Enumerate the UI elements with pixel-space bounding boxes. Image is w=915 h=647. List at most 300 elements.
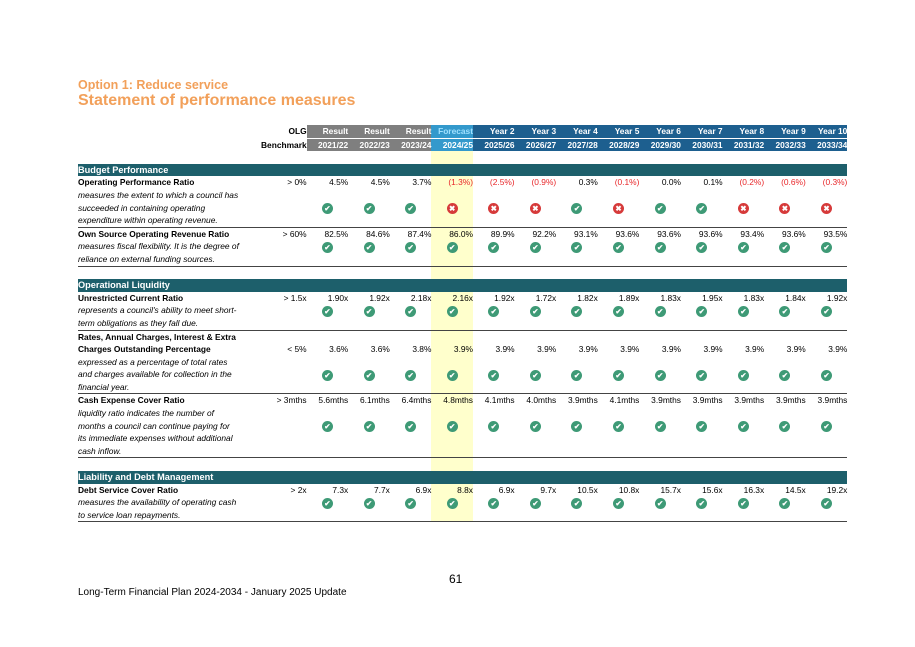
check-circle-icon: ✔ bbox=[488, 370, 499, 381]
status-cell bbox=[723, 420, 765, 433]
measure-value: 19.2x bbox=[826, 484, 848, 495]
measure-row-continued bbox=[78, 368, 847, 381]
empty-cell bbox=[473, 317, 515, 330]
olg-benchmark bbox=[261, 432, 307, 445]
check-circle-icon: ✔ bbox=[696, 203, 707, 214]
spacer-cell bbox=[473, 266, 515, 279]
empty-cell bbox=[390, 407, 432, 420]
empty-cell bbox=[473, 189, 515, 202]
measure-value: 93.1% bbox=[574, 228, 598, 239]
check-circle-icon: ✔ bbox=[821, 242, 832, 253]
status-cell bbox=[598, 202, 640, 215]
measure-value: (2.5%) bbox=[489, 177, 515, 188]
spacer-cell bbox=[78, 151, 261, 164]
check-circle-icon: ✔ bbox=[571, 421, 582, 432]
measure-value: 1.92x bbox=[369, 292, 390, 303]
empty-cell bbox=[307, 445, 349, 458]
olg-benchmark: > 0% bbox=[287, 177, 307, 188]
check-circle-icon: ✔ bbox=[488, 498, 499, 509]
spacer-cell bbox=[764, 458, 806, 471]
column-header: 2031/32 bbox=[723, 138, 765, 151]
empty-cell bbox=[348, 317, 390, 330]
measure-value: 1.82x bbox=[577, 292, 598, 303]
empty-cell bbox=[515, 381, 557, 394]
empty-cell bbox=[764, 330, 806, 343]
column-header: 2022/23 bbox=[348, 138, 390, 151]
check-circle-icon: ✔ bbox=[530, 306, 541, 317]
empty-cell bbox=[598, 509, 640, 522]
olg-benchmark: > 3mths bbox=[276, 395, 307, 406]
page-number: 61 bbox=[449, 572, 463, 586]
cross-circle-icon: ✖ bbox=[613, 203, 624, 214]
spacer-cell bbox=[390, 458, 432, 471]
empty-cell bbox=[598, 317, 640, 330]
empty-cell bbox=[556, 317, 598, 330]
empty-cell bbox=[639, 356, 681, 369]
status-cell bbox=[764, 202, 806, 215]
check-circle-icon: ✔ bbox=[779, 306, 790, 317]
status-cell bbox=[307, 420, 349, 433]
check-circle-icon: ✔ bbox=[488, 421, 499, 432]
column-header: Year 3 bbox=[515, 125, 557, 138]
check-circle-icon: ✔ bbox=[571, 306, 582, 317]
empty-cell bbox=[515, 253, 557, 266]
status-cell bbox=[390, 202, 432, 215]
section-title: Operational Liquidity bbox=[78, 279, 847, 292]
check-circle-icon: ✔ bbox=[821, 498, 832, 509]
olg-benchmark bbox=[261, 445, 307, 458]
measure-description: expressed as a percentage of total rates bbox=[78, 356, 228, 367]
page-footer: Long-Term Financial Plan 2024-2034 - January 2025 Update bbox=[78, 587, 347, 598]
empty-cell bbox=[556, 356, 598, 369]
empty-cell bbox=[764, 445, 806, 458]
empty-cell bbox=[598, 445, 640, 458]
empty-cell bbox=[390, 189, 432, 202]
check-circle-icon: ✔ bbox=[779, 242, 790, 253]
status-cell bbox=[307, 202, 349, 215]
column-header: Result bbox=[390, 125, 432, 138]
spacer-cell bbox=[390, 266, 432, 279]
measure-row-continued bbox=[78, 445, 847, 458]
measure-row-continued bbox=[78, 253, 847, 266]
empty-cell bbox=[723, 381, 765, 394]
empty-cell bbox=[723, 445, 765, 458]
measure-name: Rates, Annual Charges, Interest & Extra bbox=[78, 331, 236, 342]
empty-cell bbox=[431, 356, 473, 369]
empty-cell bbox=[764, 381, 806, 394]
measure-row bbox=[78, 227, 847, 240]
check-circle-icon: ✔ bbox=[322, 421, 333, 432]
empty-cell bbox=[556, 189, 598, 202]
status-cell bbox=[681, 304, 723, 317]
cross-circle-icon: ✖ bbox=[779, 203, 790, 214]
check-circle-icon: ✔ bbox=[447, 306, 458, 317]
status-cell bbox=[598, 240, 640, 253]
measure-value: 1.89x bbox=[618, 292, 640, 303]
measure-value: 4.1mths bbox=[609, 395, 640, 406]
status-cell bbox=[348, 368, 390, 381]
check-circle-icon: ✔ bbox=[364, 498, 375, 509]
measure-description: and charges available for collection in the bbox=[78, 369, 232, 380]
empty-cell bbox=[431, 214, 473, 227]
spacer-cell bbox=[681, 151, 723, 164]
status-cell bbox=[639, 240, 681, 253]
check-circle-icon: ✔ bbox=[738, 306, 749, 317]
olg-benchmark: > 1.5x bbox=[283, 292, 307, 303]
measure-value: 15.6x bbox=[702, 484, 723, 495]
measure-value: 3.9mths bbox=[817, 395, 848, 406]
spacer-cell bbox=[515, 151, 557, 164]
empty-cell bbox=[307, 317, 349, 330]
measure-row-continued bbox=[78, 356, 847, 369]
status-cell bbox=[764, 496, 806, 509]
measure-value: 6.9x bbox=[415, 484, 432, 495]
check-circle-icon: ✔ bbox=[364, 203, 375, 214]
empty-cell bbox=[515, 189, 557, 202]
spacer-cell bbox=[261, 151, 307, 164]
spacer-cell bbox=[473, 151, 515, 164]
check-circle-icon: ✔ bbox=[779, 370, 790, 381]
measure-row-continued bbox=[78, 343, 847, 356]
empty-cell bbox=[723, 189, 765, 202]
status-cell bbox=[390, 496, 432, 509]
measure-value: (0.6%) bbox=[781, 177, 806, 188]
empty-cell bbox=[806, 407, 848, 420]
measure-name: Operating Performance Ratio bbox=[78, 177, 195, 188]
empty-cell bbox=[598, 189, 640, 202]
empty-cell bbox=[598, 330, 640, 343]
measure-value: 84.6% bbox=[366, 228, 390, 239]
measure-value: 93.4% bbox=[740, 228, 765, 239]
empty-cell bbox=[598, 432, 640, 445]
olg-benchmark bbox=[261, 368, 307, 381]
measure-row-continued bbox=[78, 189, 847, 202]
measure-value: 89.9% bbox=[490, 228, 515, 239]
check-circle-icon: ✔ bbox=[655, 242, 666, 253]
measure-value: 82.5% bbox=[324, 228, 349, 239]
empty-cell bbox=[307, 214, 349, 227]
empty-cell bbox=[598, 407, 640, 420]
status-cell bbox=[639, 420, 681, 433]
measure-value: 1.83x bbox=[743, 292, 765, 303]
empty-cell bbox=[307, 407, 349, 420]
empty-cell bbox=[639, 189, 681, 202]
empty-cell bbox=[639, 381, 681, 394]
measure-row-continued bbox=[78, 509, 847, 522]
status-cell bbox=[307, 368, 349, 381]
spacer-cell bbox=[348, 151, 390, 164]
empty-cell bbox=[307, 432, 349, 445]
status-cell bbox=[598, 420, 640, 433]
measure-value: 3.9mths bbox=[567, 395, 598, 406]
check-circle-icon: ✔ bbox=[821, 421, 832, 432]
check-circle-icon: ✔ bbox=[655, 421, 666, 432]
header-spacer bbox=[78, 138, 261, 151]
empty-cell bbox=[473, 381, 515, 394]
column-header: Result bbox=[348, 125, 390, 138]
status-cell bbox=[681, 496, 723, 509]
olg-benchmark bbox=[261, 381, 307, 394]
spacer-cell bbox=[806, 151, 848, 164]
measure-row-continued bbox=[78, 214, 847, 227]
cross-circle-icon: ✖ bbox=[530, 203, 541, 214]
measure-value: 3.9mths bbox=[734, 395, 765, 406]
empty-cell bbox=[764, 214, 806, 227]
status-cell bbox=[639, 368, 681, 381]
status-cell bbox=[556, 368, 598, 381]
measure-description: financial year. bbox=[78, 381, 261, 394]
olg-benchmark bbox=[261, 214, 307, 227]
check-circle-icon: ✔ bbox=[613, 370, 624, 381]
cross-circle-icon: ✖ bbox=[447, 203, 458, 214]
empty-cell bbox=[639, 214, 681, 227]
status-cell bbox=[348, 202, 390, 215]
column-header: Year 4 bbox=[556, 125, 598, 138]
check-circle-icon: ✔ bbox=[613, 242, 624, 253]
empty-cell bbox=[515, 407, 557, 420]
spacer-cell bbox=[78, 266, 261, 279]
status-cell bbox=[598, 496, 640, 509]
status-cell bbox=[764, 240, 806, 253]
olg-benchmark bbox=[261, 330, 307, 343]
spacer-cell bbox=[556, 458, 598, 471]
measure-value: (1.3%) bbox=[431, 176, 473, 189]
check-circle-icon: ✔ bbox=[779, 498, 790, 509]
check-circle-icon: ✔ bbox=[696, 498, 707, 509]
status-cell bbox=[473, 202, 515, 215]
measure-row-continued bbox=[78, 407, 847, 420]
empty-cell bbox=[348, 381, 390, 394]
measure-value: 93.6% bbox=[615, 228, 640, 239]
check-circle-icon: ✔ bbox=[655, 203, 666, 214]
measure-description: reliance on external funding sources. bbox=[78, 253, 261, 266]
empty-cell bbox=[806, 317, 848, 330]
status-cell bbox=[390, 240, 432, 253]
empty-cell bbox=[681, 356, 723, 369]
status-cell bbox=[473, 240, 515, 253]
measure-description: liquidity ratio indicates the number of bbox=[78, 408, 214, 419]
spacer-cell bbox=[515, 458, 557, 471]
olg-benchmark bbox=[261, 420, 307, 433]
status-cell bbox=[473, 368, 515, 381]
empty-cell bbox=[515, 432, 557, 445]
measure-row bbox=[78, 176, 847, 189]
check-circle-icon: ✔ bbox=[655, 498, 666, 509]
measure-value: 4.5% bbox=[370, 177, 390, 188]
empty-cell bbox=[473, 432, 515, 445]
status-cell bbox=[806, 420, 848, 433]
check-circle-icon: ✔ bbox=[571, 498, 582, 509]
measure-value: (0.2%) bbox=[739, 177, 765, 188]
measure-row-continued bbox=[78, 432, 847, 445]
empty-cell bbox=[390, 381, 432, 394]
check-circle-icon: ✔ bbox=[322, 242, 333, 253]
empty-cell bbox=[473, 509, 515, 522]
measure-value: 10.5x bbox=[577, 484, 598, 495]
measure-value: 1.92x bbox=[494, 292, 515, 303]
status-cell bbox=[598, 304, 640, 317]
status-cell bbox=[431, 202, 473, 215]
olg-benchmark bbox=[261, 317, 307, 330]
spacer-cell bbox=[556, 151, 598, 164]
measure-value: 3.9mths bbox=[651, 395, 681, 406]
empty-cell bbox=[681, 381, 723, 394]
spacer-cell bbox=[348, 266, 390, 279]
measure-description: measures the availability of operating cash bbox=[78, 497, 237, 508]
empty-cell bbox=[307, 381, 349, 394]
status-cell bbox=[307, 240, 349, 253]
check-circle-icon: ✔ bbox=[364, 421, 375, 432]
measure-value: 1.72x bbox=[535, 292, 557, 303]
empty-cell bbox=[390, 356, 432, 369]
olg-benchmark: < 5% bbox=[287, 344, 307, 355]
empty-cell bbox=[764, 189, 806, 202]
empty-cell bbox=[473, 356, 515, 369]
empty-cell bbox=[390, 509, 432, 522]
check-circle-icon: ✔ bbox=[779, 421, 790, 432]
measure-description: to service loan repayments. bbox=[78, 509, 261, 522]
check-circle-icon: ✔ bbox=[738, 421, 749, 432]
check-circle-icon: ✔ bbox=[488, 242, 499, 253]
empty-cell bbox=[431, 253, 473, 266]
cross-circle-icon: ✖ bbox=[821, 203, 832, 214]
column-header: 2026/27 bbox=[515, 138, 557, 151]
status-cell bbox=[390, 420, 432, 433]
spacer-row bbox=[78, 151, 847, 164]
spacer-cell bbox=[639, 458, 681, 471]
check-circle-icon: ✔ bbox=[738, 242, 749, 253]
measure-value: 3.9% bbox=[431, 343, 473, 356]
measure-value: 3.9% bbox=[828, 344, 848, 355]
status-cell bbox=[348, 240, 390, 253]
empty-cell bbox=[431, 189, 473, 202]
measure-value: 7.3x bbox=[332, 484, 349, 495]
measure-description: represents a council's ability to meet short- bbox=[78, 305, 237, 316]
empty-cell bbox=[681, 317, 723, 330]
empty-cell bbox=[681, 189, 723, 202]
check-circle-icon: ✔ bbox=[613, 306, 624, 317]
measure-description: months a council can continue paying for bbox=[78, 420, 230, 431]
empty-cell bbox=[515, 356, 557, 369]
status-cell bbox=[431, 368, 473, 381]
empty-cell bbox=[348, 445, 390, 458]
measure-value: 8.8x bbox=[431, 484, 473, 497]
measure-value: 0.0% bbox=[661, 177, 681, 188]
olg-benchmark: > 60% bbox=[282, 228, 307, 239]
spacer-cell bbox=[431, 151, 473, 164]
check-circle-icon: ✔ bbox=[405, 370, 416, 381]
status-cell bbox=[681, 368, 723, 381]
measure-value: 3.6% bbox=[329, 344, 349, 355]
measure-value: 15.7x bbox=[660, 484, 681, 495]
empty-cell bbox=[806, 189, 848, 202]
column-header: 2028/29 bbox=[598, 138, 640, 151]
status-cell bbox=[473, 304, 515, 317]
status-cell bbox=[556, 202, 598, 215]
empty-cell bbox=[307, 356, 349, 369]
empty-cell bbox=[348, 509, 390, 522]
check-circle-icon: ✔ bbox=[655, 306, 666, 317]
empty-cell bbox=[723, 253, 765, 266]
empty-cell bbox=[639, 445, 681, 458]
measure-description: expenditure within operating revenue. bbox=[78, 214, 261, 227]
spacer-cell bbox=[639, 266, 681, 279]
measure-value: 14.5x bbox=[785, 484, 806, 495]
measure-value: 2.16x bbox=[431, 292, 473, 305]
check-circle-icon: ✔ bbox=[364, 370, 375, 381]
empty-cell bbox=[681, 253, 723, 266]
spacer-cell bbox=[723, 266, 765, 279]
empty-cell bbox=[723, 407, 765, 420]
empty-cell bbox=[764, 407, 806, 420]
measure-value: 3.9mths bbox=[692, 395, 723, 406]
spacer-cell bbox=[598, 151, 640, 164]
status-cell bbox=[390, 304, 432, 317]
measure-value: 93.5% bbox=[823, 228, 848, 239]
column-header: 2021/22 bbox=[307, 138, 349, 151]
check-circle-icon: ✔ bbox=[322, 370, 333, 381]
measure-row bbox=[78, 394, 847, 407]
status-cell bbox=[515, 240, 557, 253]
status-cell bbox=[764, 368, 806, 381]
measure-value: 3.9% bbox=[661, 344, 681, 355]
spacer-cell bbox=[307, 151, 349, 164]
measure-value: 3.9mths bbox=[775, 395, 806, 406]
empty-cell bbox=[598, 253, 640, 266]
measure-row bbox=[78, 330, 847, 343]
empty-cell bbox=[723, 317, 765, 330]
spacer-cell bbox=[723, 458, 765, 471]
measure-row-continued bbox=[78, 240, 847, 253]
measure-row-continued bbox=[78, 420, 847, 433]
status-cell bbox=[473, 496, 515, 509]
column-header: Year 7 bbox=[681, 125, 723, 138]
empty-cell bbox=[307, 189, 349, 202]
measure-value: 3.7% bbox=[412, 177, 432, 188]
check-circle-icon: ✔ bbox=[405, 421, 416, 432]
header-spacer bbox=[78, 125, 261, 138]
empty-cell bbox=[764, 356, 806, 369]
empty-cell bbox=[723, 432, 765, 445]
spacer-cell bbox=[348, 458, 390, 471]
measure-value: 4.8mths bbox=[431, 394, 473, 407]
empty-cell bbox=[764, 509, 806, 522]
column-header: Year 8 bbox=[723, 125, 765, 138]
empty-cell bbox=[307, 509, 349, 522]
spacer-cell bbox=[78, 458, 261, 471]
empty-cell bbox=[723, 509, 765, 522]
measure-row-continued bbox=[78, 496, 847, 509]
empty-cell bbox=[431, 445, 473, 458]
cross-circle-icon: ✖ bbox=[738, 203, 749, 214]
status-cell bbox=[681, 202, 723, 215]
measure-value: 0.3% bbox=[578, 177, 598, 188]
check-circle-icon: ✔ bbox=[571, 242, 582, 253]
empty-cell bbox=[681, 407, 723, 420]
olg-benchmark bbox=[261, 304, 307, 317]
spacer-cell bbox=[639, 151, 681, 164]
status-cell bbox=[515, 304, 557, 317]
column-header: 2033/34 bbox=[806, 138, 848, 151]
measure-value: 3.9% bbox=[578, 344, 598, 355]
olg-benchmark bbox=[261, 202, 307, 215]
empty-cell bbox=[556, 432, 598, 445]
measure-value: 4.1mths bbox=[484, 395, 515, 406]
check-circle-icon: ✔ bbox=[821, 370, 832, 381]
check-circle-icon: ✔ bbox=[571, 370, 582, 381]
measure-description: its immediate expenses without additional bbox=[78, 433, 233, 444]
olg-benchmark bbox=[261, 240, 307, 253]
